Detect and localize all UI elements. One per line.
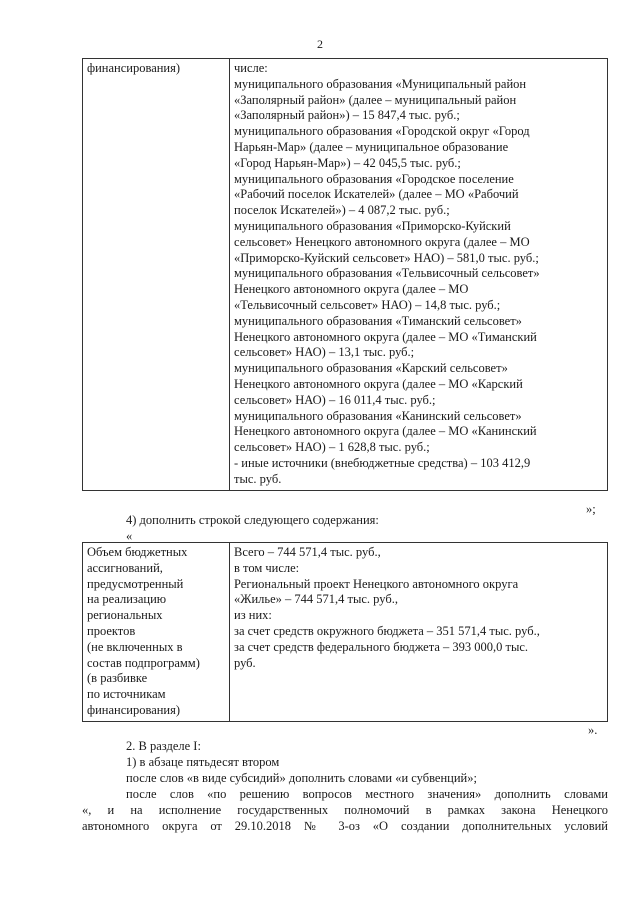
table-cell-line: Региональный проект Ненецкого автономного округа xyxy=(234,576,519,591)
table-cell-line: «Жилье» – 744 571,4 тыс. руб., xyxy=(234,592,398,607)
table-cell-line: финансирования) xyxy=(87,702,181,717)
table-cell-line: муниципального образования «Карский сельсовет» xyxy=(234,361,508,376)
table-cell-line: тыс. руб. xyxy=(234,471,282,486)
table-cell-line: «Рабочий поселок Искателей» (далее – МО «Рабочий xyxy=(234,187,519,202)
table-cell-line: предусмотренный xyxy=(87,576,184,591)
opening-quote: « xyxy=(126,529,133,543)
table-cell-line: муниципального образования «Городское поселение xyxy=(234,171,514,186)
table-cell-line: из них: xyxy=(234,608,272,623)
table-cell-line: за счет средств федерального бюджета – 393 000,0 тыс. xyxy=(234,639,529,654)
table-cell-line: числе: xyxy=(234,61,268,75)
table-cell-label xyxy=(83,543,230,722)
table-cell-line: «Заполярный район» (далее – муниципальный район xyxy=(234,92,517,107)
table-cell-value xyxy=(230,543,608,722)
table-cell-line: по источникам xyxy=(87,687,166,702)
table-row xyxy=(83,59,608,491)
closing-quote: »; xyxy=(586,502,596,516)
paragraph-2-line: «, и на исполнение государственных полномочий в рамках закона Ненецкого xyxy=(82,803,608,817)
table-cell-line: Ненецкого автономного округа (далее – МО xyxy=(234,282,469,297)
table-row xyxy=(83,543,608,722)
table-cell-line: муниципального образования «Приморско-Куйский xyxy=(234,218,511,233)
table-cell-line: сельсовет» НАО) – 16 011,4 тыс. руб.; xyxy=(234,392,436,407)
table-cell-label xyxy=(83,59,230,491)
table-cell-line: «Тельвисочный сельсовет» НАО) – 14,8 тыс. руб.; xyxy=(234,297,501,312)
table-cell-line: «Город Нарьян-Мар») – 42 045,5 тыс. руб.; xyxy=(234,155,461,170)
table-cell-line: состав подпрограмм) xyxy=(87,655,200,670)
closing-quote: ». xyxy=(588,723,598,737)
table-cell-line: финансирования) xyxy=(87,61,181,75)
paragraph-2-line: после слов «по решению вопросов местного значения» дополнить словами xyxy=(126,787,608,801)
table-cell-line: Ненецкого автономного округа (далее – МО «Карский xyxy=(234,376,523,391)
table-cell-line: в том числе: xyxy=(234,560,300,575)
table-cell-line: сельсовет» НАО) – 13,1 тыс. руб.; xyxy=(234,345,415,360)
table-cell-line: Объем бюджетных xyxy=(87,545,188,559)
section-2-heading: 2. В разделе I: xyxy=(126,739,201,753)
item-1-text: 1) в абзаце пятьдесят втором xyxy=(126,755,280,769)
table-cell-line: на реализацию xyxy=(87,592,167,607)
table-cell-line: сельсовет» НАО) – 1 628,8 тыс. руб.; xyxy=(234,440,430,455)
table-cell-line: региональных xyxy=(87,608,163,623)
paragraph-1: после слов «в виде субсидий» дополнить словами «и субвенций»; xyxy=(126,771,477,785)
table-cell-line: за счет средств окружного бюджета – 351 571,4 тыс. руб., xyxy=(234,623,540,638)
table-cell-line: (в разбивке xyxy=(87,671,148,686)
table-cell-line: «Заполярный район») – 15 847,4 тыс. руб.; xyxy=(234,108,460,123)
table-cell-line: Всего – 744 571,4 тыс. руб., xyxy=(234,545,381,559)
funding-table-continued xyxy=(82,58,608,491)
page-number: 2 xyxy=(317,37,323,51)
table-cell-line: Ненецкого автономного округа (далее – МО «Тиманский xyxy=(234,329,537,344)
table-cell-value xyxy=(230,59,608,491)
table-cell-line: проектов xyxy=(87,623,136,638)
table-cell-line: муниципального образования «Тиманский сельсовет» xyxy=(234,313,522,328)
table-cell-line: Нарьян-Мар» (далее – муниципальное образование xyxy=(234,139,509,154)
item-4-text: 4) дополнить строкой следующего содержания: xyxy=(126,513,379,527)
paragraph-2-line: автономного округа от 29.10.2018 № 3-оз «О создании дополнительных условий xyxy=(82,819,608,833)
table-cell-line: (не включенных в xyxy=(87,639,183,654)
regional-projects-table xyxy=(82,542,608,722)
table-cell-line: муниципального образования «Муниципальный район xyxy=(234,76,527,91)
table-cell-line: Ненецкого автономного округа (далее – МО «Канинский xyxy=(234,424,537,439)
table-cell-line: муниципального образования «Канинский сельсовет» xyxy=(234,408,522,423)
table-cell-line: ассигнований, xyxy=(87,560,163,575)
table-cell-line: поселок Искателей») – 4 087,2 тыс. руб.; xyxy=(234,203,450,218)
table-cell-line: - иные источники (внебюджетные средства) – 103 412,9 xyxy=(234,455,531,470)
table-cell-line: «Приморско-Куйский сельсовет» НАО) – 581,0 тыс. руб.; xyxy=(234,250,539,265)
table-cell-line: муниципального образования «Городской округ «Город xyxy=(234,124,530,139)
table-cell-line: муниципального образования «Тельвисочный сельсовет» xyxy=(234,266,540,281)
table-cell-line: сельсовет» Ненецкого автономного округа (далее – МО xyxy=(234,234,530,249)
table-cell-line: руб. xyxy=(234,655,256,670)
